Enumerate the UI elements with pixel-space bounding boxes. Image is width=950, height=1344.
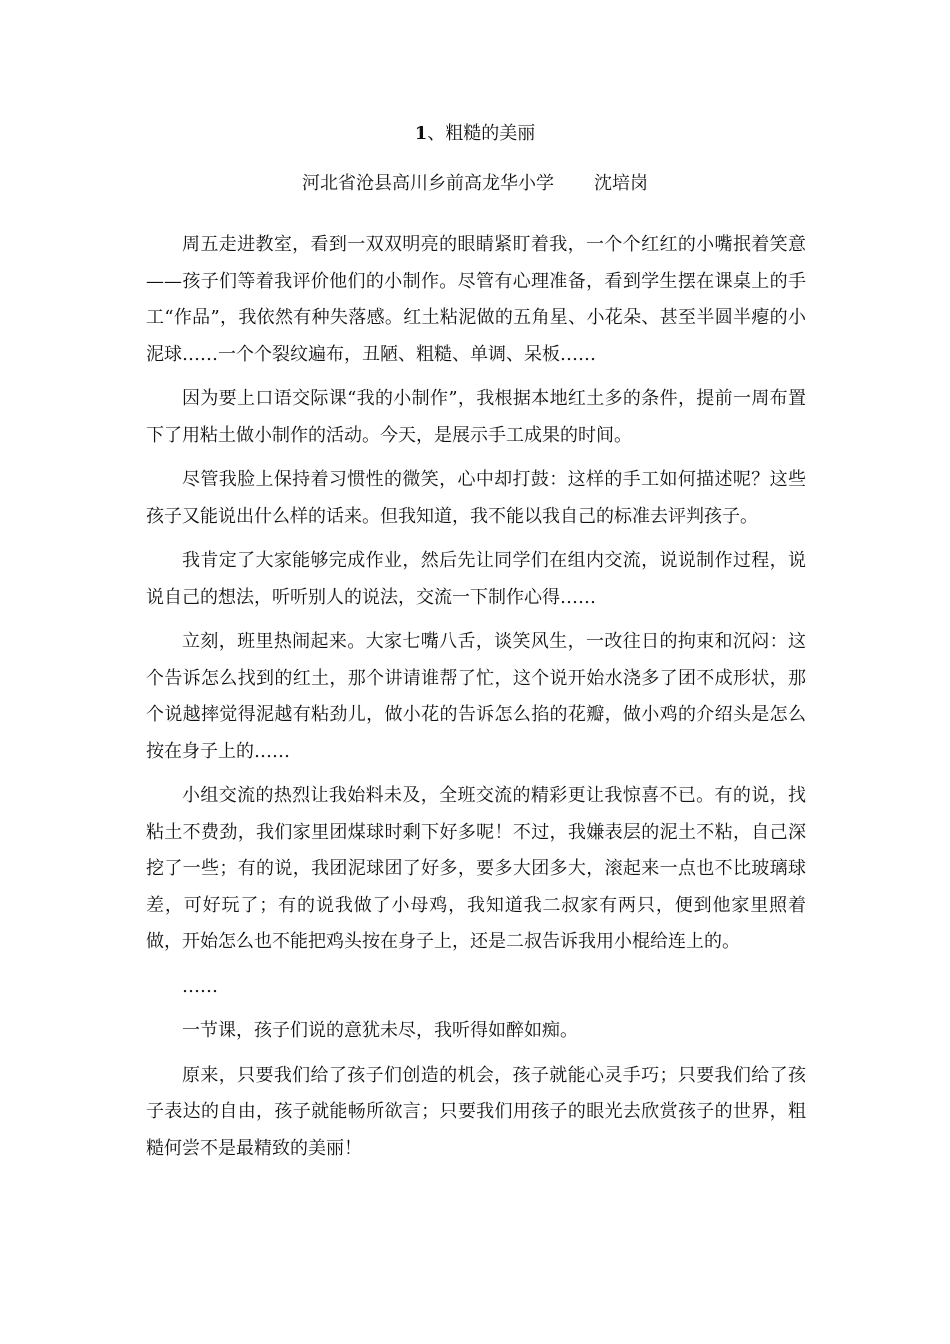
paragraph: 立刻，班里热闹起来。大家七嘴八舌，谈笑风生，一改往日的拘束和沉闷：这个告诉怎么找到的红土，那个讲请谁帮了忙，这个说开始水浇多了团不成形状，那个说越摔觉得泥越有粘劲儿，做小花的告诉怎么掐的花瓣，做小鸡的介绍头是怎么按在身子上的…… <box>146 631 806 762</box>
paragraph: 小组交流的热烈让我始料未及，全班交流的精彩更让我惊喜不已。有的说，找粘土不费劲，我们家里团煤球时剩下好多呢！不过，我嫌表层的泥土不粘，自己深挖了一些；有的说，我团泥球团了好多，要多大团多大，滚起来一点也不比玻璃球差，可好玩了；有的说我做了小母鸡，我知道我二叔家有两只，便到他家里照着做，开始怎么也不能把鸡头按在身子上，还是二叔告诉我用小棍给连上的。 <box>146 785 806 952</box>
title-number: 1 <box>414 123 428 144</box>
paragraph: 原来，只要我们给了孩子们创造的机会，孩子就能心灵手巧；只要我们给了孩子表达的自由，孩子就能畅所欲言；只要我们用孩子的眼光去欣赏孩子的世界，粗糙何尝不是最精致的美丽！ <box>146 1064 806 1159</box>
paragraph: 我肯定了大家能够完成作业，然后先让同学们在组内交流，说说制作过程，说说自己的想法，听听别人的说法，交流一下制作心得…… <box>146 550 806 608</box>
paragraph: 因为要上口语交际课“我的小制作”，我根据本地红土多的条件，提前一周布置下了用粘土做小制作的活动。今天，是展示手工成果的时间。 <box>146 388 806 446</box>
byline-author: 沈培岗 <box>594 173 648 194</box>
byline-school: 河北省沧县高川乡前高龙华小学 <box>302 173 554 194</box>
paragraph: 尽管我脸上保持着习惯性的微笑，心中却打鼓：这样的手工如何描述呢？这些孩子又能说出什么样的话来。但我知道，我不能以我自己的标准去评判孩子。 <box>146 469 806 527</box>
title-text: 、粗糙的美丽 <box>427 123 536 144</box>
article-body <box>146 227 806 1175</box>
byline <box>0 170 950 198</box>
paragraph: 周五走进教室，看到一双双明亮的眼睛紧盯着我，一个个红红的小嘴抿着笑意——孩子们等着我评价他们的小制作。尽管有心理准备，看到学生摆在课桌上的手工“作品”，我依然有种失落感。红土粘泥做的五角星、小花朵、甚至半圆半瘪的小泥球……一个个裂纹遍布，丑陋、粗糙、单调、呆板…… <box>146 234 806 365</box>
article-title <box>0 120 950 148</box>
paragraph: 一节课，孩子们说的意犹未尽，我听得如醉如痴。 <box>182 1020 578 1041</box>
ellipsis-paragraph: …… <box>182 975 218 997</box>
